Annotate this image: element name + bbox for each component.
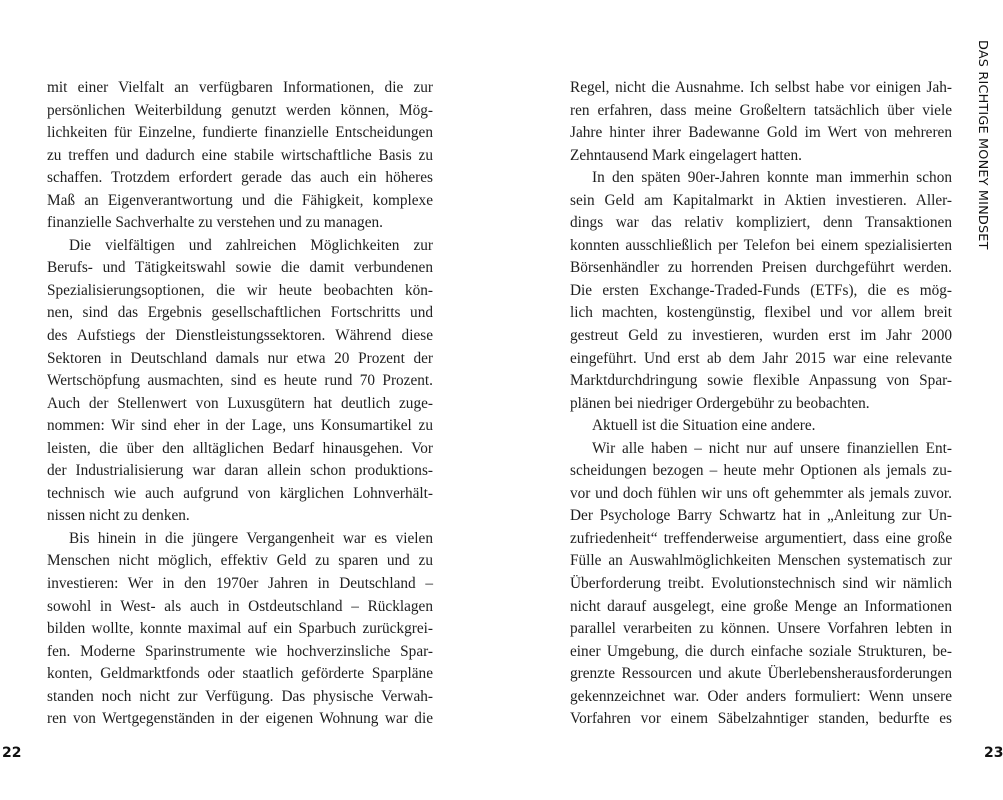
body-line: nommen: Wir sind eher in der Lage, uns Konsumartikel zu	[47, 417, 433, 435]
body-line: nicht darauf ausgelegt, eine große Menge an Informationen	[570, 597, 952, 615]
body-line: fen. Moderne Sparinstrumente wie hochverzinsliche Spar-	[47, 642, 433, 660]
body-line: des Aufstiegs der Dienstleistungssektoren. Während diese	[47, 327, 433, 345]
body-line: mit einer Vielfalt an verfügbaren Informationen, die zur	[47, 79, 433, 96]
body-line: Fülle an Auswahlmöglichkeiten Menschen systematisch zur	[570, 552, 952, 570]
body-line: Spezialisierungsoptionen, die wir heute beobachten kön-	[47, 281, 433, 299]
body-line: standen noch nicht zur Verfügung. Das physische Verwah-	[47, 687, 433, 705]
body-line: Der Psychologe Barry Schwartz hat in „Anleitung zur Un-	[570, 507, 952, 525]
right-page	[500, 0, 1003, 800]
right-page-body	[570, 77, 952, 731]
body-line: scheidungen bezogen – heute mehr Optionen als jemals zu-	[570, 462, 952, 480]
body-line: der Industrialisierung war daran allein schon produktions-	[47, 462, 433, 480]
paragraph-first-line: Bis hinein in die jüngere Vergangenheit war es vielen	[69, 529, 433, 547]
body-line: Maß an Eigenverantwortung und die Fähigkeit, komplexe	[47, 191, 433, 209]
body-line: Überforderung treibt. Evolutionstechnisch sind wir nämlich	[570, 575, 952, 593]
paragraph-first-line: Aktuell ist die Situation eine andere.	[592, 417, 816, 435]
body-line: persönlichen Weiterbildung genutzt werden können, Mög-	[47, 101, 433, 119]
body-line: einer Umgebung, die durch einfache soziale Strukturen, be-	[570, 642, 952, 660]
body-line: Berufs- und Tätigkeitswahl sowie die damit verbundenen	[47, 259, 433, 277]
body-line: lichkeiten für Einzelne, fundierte finanzielle Entscheidungen	[47, 124, 433, 142]
body-line: lich machten, kostengünstig, flexibel und vor allem breit	[570, 304, 952, 322]
body-line: Auch der Stellenwert von Luxusgütern hat deutlich zuge-	[47, 394, 433, 412]
page-number-left: 22	[2, 745, 22, 761]
body-line: parallel verarbeiten zu können. Unsere Vorfahren lebten in	[570, 620, 952, 638]
body-line: plänen bei niedriger Ordergebühr zu beobachten.	[570, 394, 870, 412]
body-line: zu treffen und dadurch eine stabile wirtschaftliche Basis zu	[47, 146, 433, 164]
body-line: konten, Geldmarktfonds oder staatlich geförderte Sparpläne	[47, 665, 433, 683]
body-line: zufriedenheit“ treffenderweise argumentiert, dass eine große	[570, 529, 952, 547]
body-line: Menschen nicht möglich, effektiv Geld zu sparen und zu	[47, 552, 433, 570]
body-line: eingeführt. Und erst ab dem Jahr 2015 war eine relevante	[570, 349, 952, 367]
body-line: Sektoren in Deutschland damals nur etwa 20 Prozent der	[47, 349, 433, 367]
body-line: ren erfahren, dass meine Großeltern tatsächlich über viele	[570, 101, 952, 119]
left-page-body	[47, 77, 433, 731]
paragraph-first-line: In den späten 90er-Jahren konnte man immerhin schon	[592, 169, 952, 187]
body-line: vor und doch fühlen wir uns oft gehemmter als jemals zuvor.	[570, 484, 952, 502]
body-line: Vorfahren vor einem Säbelzahntiger standen, bedurfte es	[570, 710, 952, 728]
body-line: nen, sind das Ergebnis gesellschaftlichen Fortschritts und	[47, 304, 433, 322]
body-line: sowohl in West- als auch in Ostdeutschland – Rücklagen	[47, 597, 433, 615]
body-line: finanzielle Sachverhalte zu verstehen und zu managen.	[47, 214, 383, 232]
body-line: Jahre hinter ihrer Badewanne Gold im Wert von mehreren	[570, 124, 952, 142]
body-line: leisten, die über den alltäglichen Bedarf hinausgehen. Vor	[47, 439, 433, 457]
body-line: sein Geld am Kapitalmarkt in Aktien investieren. Aller-	[570, 191, 952, 209]
body-line: ren von Wertgegenständen in der eigenen Wohnung war die	[47, 710, 433, 728]
body-line: dings war das relativ kompliziert, denn Transaktionen	[570, 214, 952, 232]
body-line: schaffen. Trotzdem erfordert gerade das auch ein höheres	[47, 169, 433, 187]
body-line: grenzte Ressourcen und akute Überlebensherausforderungen	[570, 665, 952, 683]
body-line: Regel, nicht die Ausnahme. Ich selbst habe vor einigen Jah-	[570, 79, 952, 96]
paragraph-first-line: Wir alle haben – nicht nur auf unsere finanziellen Ent-	[592, 439, 952, 457]
body-line: konnten ausschließlich per Telefon bei einem spezialisierten	[570, 236, 952, 254]
body-line: Zehntausend Mark eingelagert hatten.	[570, 146, 802, 164]
paragraph-first-line: Die vielfältigen und zahlreichen Möglichkeiten zur	[69, 236, 433, 254]
body-line: investieren: Wer in den 1970er Jahren in Deutschland –	[47, 575, 433, 593]
body-line: nissen nicht zu denken.	[47, 507, 190, 525]
body-line: gestreut Geld zu investieren, wurden erst im Jahr 2000	[570, 327, 952, 345]
running-head: DAS RICHTIGE MONEY MINDSET	[975, 40, 990, 250]
body-line: Börsenhändler zu horrenden Preisen durchgeführt werden.	[570, 259, 952, 277]
body-line: gekennzeichnet war. Oder anders formuliert: Wenn unsere	[570, 687, 952, 705]
body-line: Marktdurchdringung sowie flexible Anpassung von Spar-	[570, 372, 952, 390]
body-line: technisch wie auch aufgrund von kärglichen Lohnverhält-	[47, 484, 433, 502]
body-line: Wertschöpfung ausmachten, sind es heute rund 70 Prozent.	[47, 372, 433, 390]
page-number-right: 23	[984, 745, 1003, 761]
body-line: Die ersten Exchange-Traded-Funds (ETFs), die es mög-	[570, 281, 952, 299]
body-line: bilden wollte, konnte maximal auf ein Sparbuch zurückgrei-	[47, 620, 433, 638]
left-page	[0, 0, 500, 800]
